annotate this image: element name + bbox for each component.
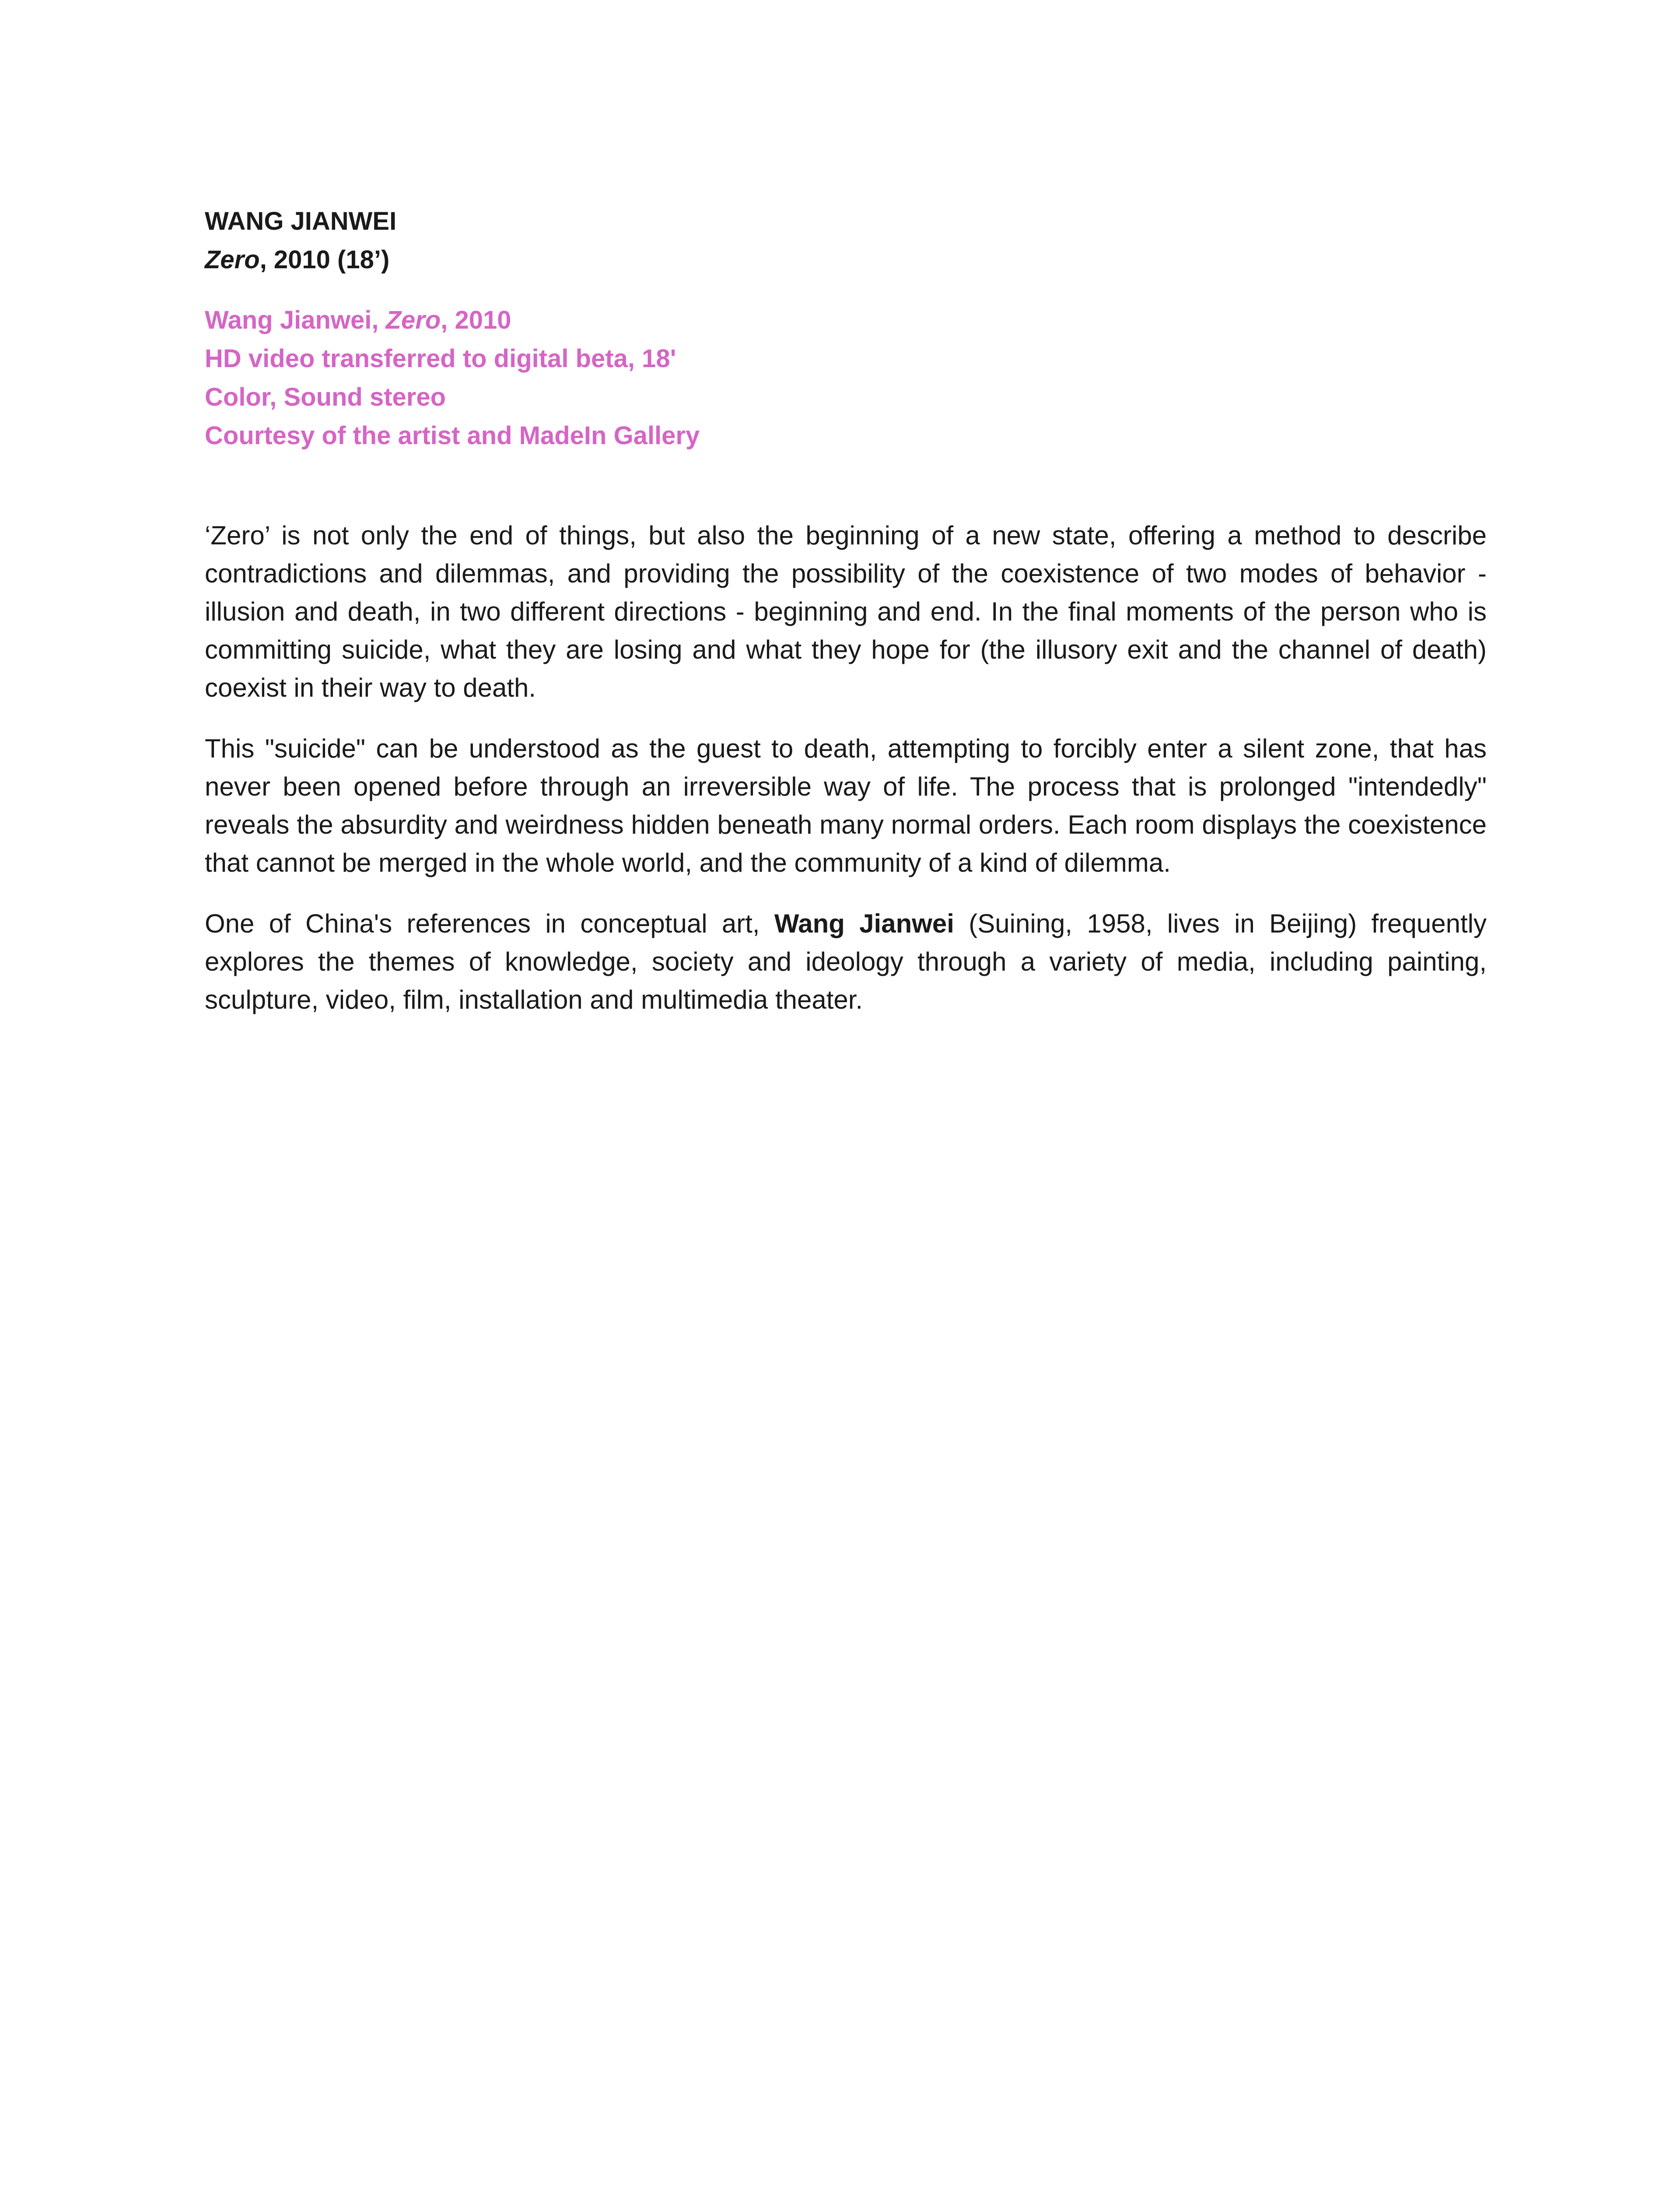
credit-title: Zero xyxy=(385,306,441,334)
artist-name-heading: WANG JIANWEI xyxy=(205,207,397,235)
description xyxy=(205,516,1487,1019)
work-title-heading xyxy=(205,241,1487,279)
paragraph-2: This "suicide" can be understood as the guest to death, attempting to forcibly enter a silent zone, that has never been opened before through an irreversible way of life. The process that is prolonged "intendedly" reveals the absurdity and weirdness hidden beneath many normal orders. Each room displays the coexistence that cannot be merged in the whole world, and the community of a kind of dilemma. xyxy=(205,734,1487,877)
credit-line-title xyxy=(205,301,1487,340)
work-meta: , 2010 (18’) xyxy=(259,245,390,274)
credit-color-sound: Color, Sound stereo xyxy=(205,383,446,411)
artist-name-bold: Wang Jianwei xyxy=(774,909,954,938)
credit-year: , 2010 xyxy=(441,306,511,334)
document-page xyxy=(205,202,1487,1041)
credit-courtesy: Courtesy of the artist and MadeIn Gallery xyxy=(205,421,700,450)
paragraph-3 xyxy=(205,905,1487,1019)
paragraph-3-rest: (Suining, 1958, lives in Beijing) frequently explores the themes of knowledge, society and ideology through a variety of media, including painting, sculpture, video, film, installation and multimedia theater. xyxy=(205,909,1487,1014)
credit-medium: HD video transferred to digital beta, 18' xyxy=(205,344,676,373)
credit-artist: Wang Jianwei, xyxy=(205,306,386,334)
work-title: Zero xyxy=(205,245,260,274)
credits-block xyxy=(205,301,1487,455)
paragraph-3-lead: One of China's references in conceptual art, xyxy=(205,909,774,938)
paragraph-1: ‘Zero’ is not only the end of things, but also the beginning of a new state, offering a method to describe contradictions and dilemmas, and providing the possibility of the coexistence of two modes of behavior - illusion and death, in two different directions - beginning and end. In the final moments of the person who is committing suicide, what they are losing and what they hope for (the illusory exit and the channel of death) coexist in their way to death. xyxy=(205,521,1487,702)
